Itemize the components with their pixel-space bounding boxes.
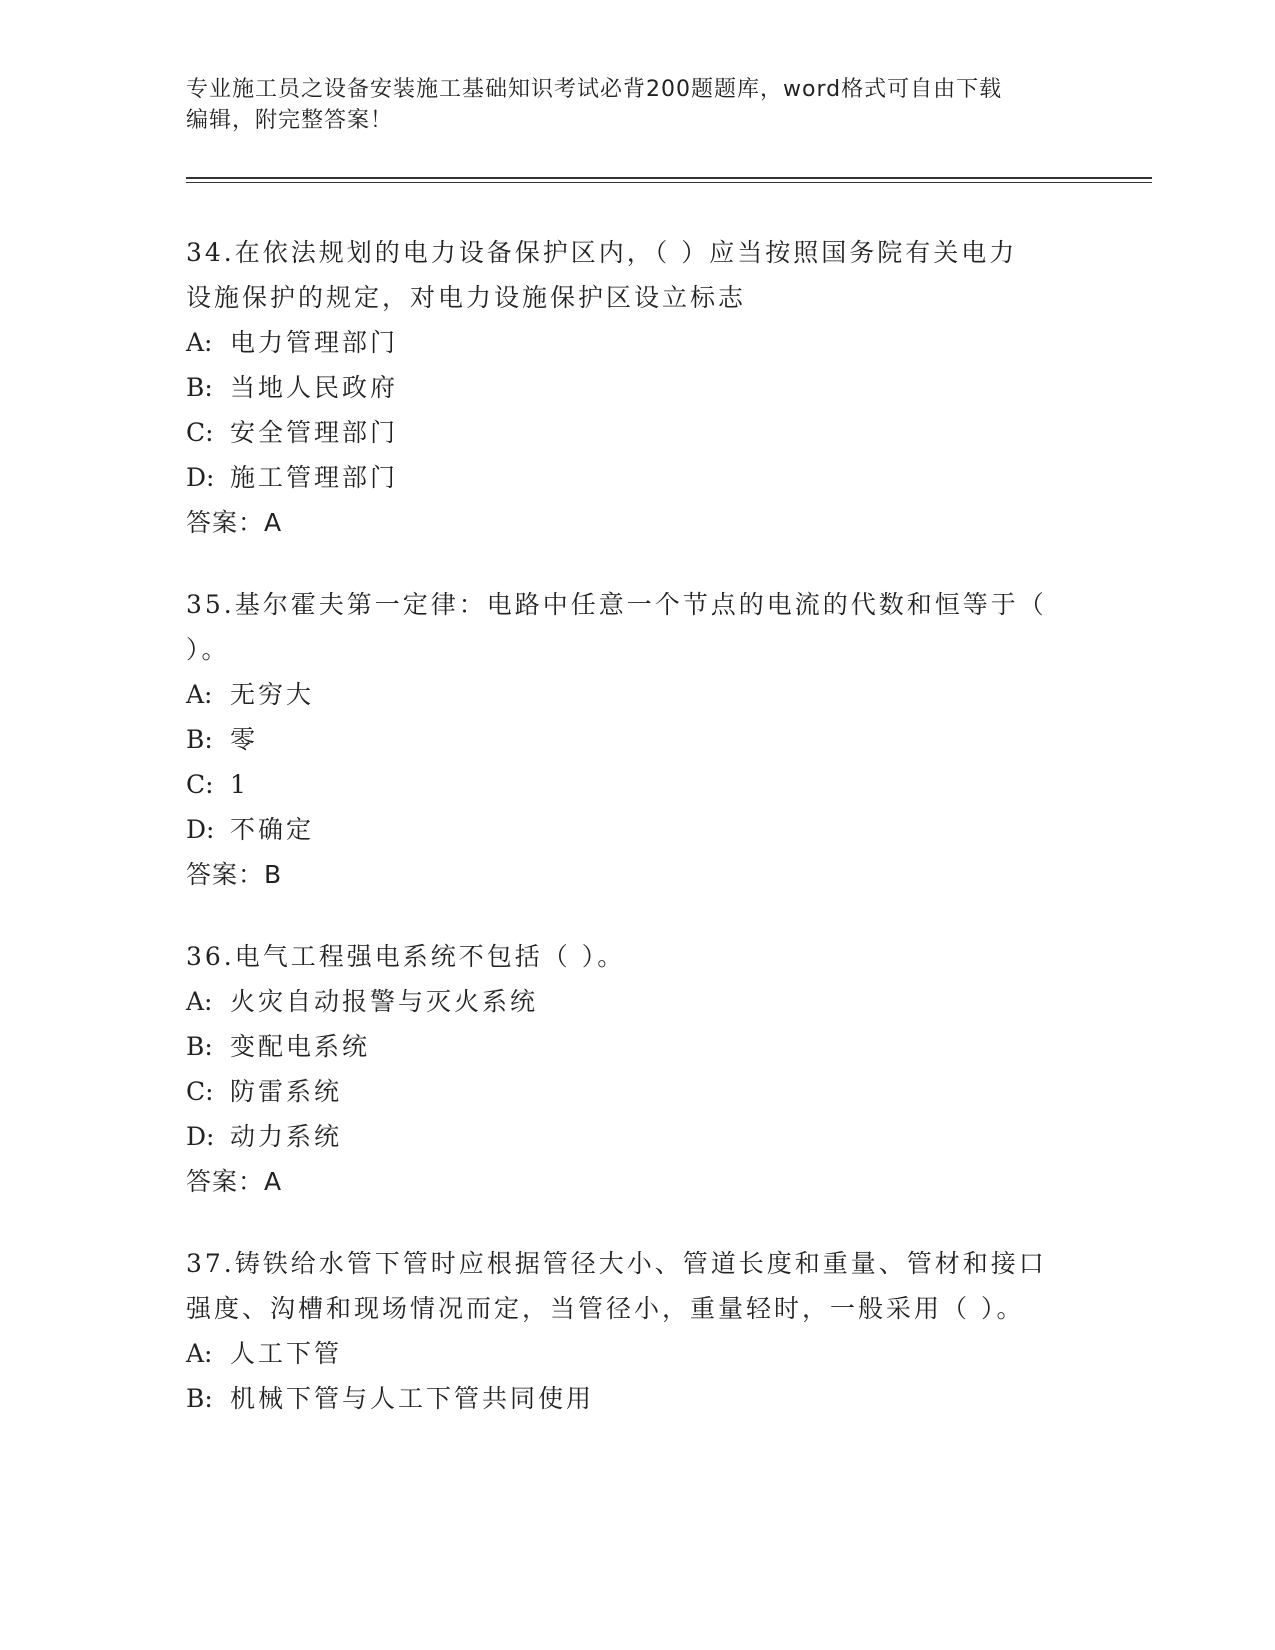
option-a <box>186 1331 1086 1376</box>
option-label: B: <box>186 725 213 754</box>
option-text: 动力系统 <box>230 1122 343 1151</box>
option-text: 变配电系统 <box>230 1032 371 1061</box>
option-label: C: <box>186 770 214 799</box>
question-stem-line: ）。 <box>186 635 230 664</box>
question-stem-line: 设施保护的规定，对电力设施保护区设立标志 <box>186 283 747 312</box>
question-34 <box>186 230 1086 545</box>
option-text: 安全管理部门 <box>230 418 399 447</box>
question-stem-line: 强度、沟槽和现场情况而定，当管径小，重量轻时，一般采用（ ）。 <box>186 1294 1025 1323</box>
document-header <box>186 74 1066 136</box>
header-divider-thick <box>186 177 1152 179</box>
option-c <box>186 762 1086 807</box>
header-line-2: 编辑，附完整答案！ <box>186 108 394 133</box>
option-text: 1 <box>230 770 249 799</box>
option-c <box>186 410 1086 455</box>
option-a <box>186 672 1086 717</box>
option-text: 无穷大 <box>230 680 315 709</box>
option-label: B: <box>186 1032 213 1061</box>
header-line-1: 专业施工员之设备安装施工基础知识考试必背200题题库，word格式可自由下载 <box>186 77 1003 102</box>
option-label: A: <box>186 1339 213 1368</box>
option-text: 电力管理部门 <box>230 328 399 357</box>
option-label: B: <box>186 1384 213 1413</box>
option-label: A: <box>186 680 213 709</box>
option-text: 人工下管 <box>230 1339 343 1368</box>
answer-line: 答案：A <box>186 508 283 537</box>
answer-line: 答案：B <box>186 860 283 889</box>
option-a <box>186 320 1086 365</box>
option-text: 机械下管与人工下管共同使用 <box>230 1384 595 1413</box>
option-label: D: <box>186 463 215 492</box>
option-b <box>186 1024 1086 1069</box>
question-35 <box>186 582 1086 897</box>
option-d <box>186 455 1086 500</box>
option-b <box>186 365 1086 410</box>
question-stem-line: 36.电气工程强电系统不包括（ ）。 <box>186 942 626 971</box>
option-label: C: <box>186 1077 214 1106</box>
option-label: B: <box>186 373 213 402</box>
option-text: 当地人民政府 <box>230 373 399 402</box>
option-label: D: <box>186 815 215 844</box>
option-b <box>186 717 1086 762</box>
option-text: 防雷系统 <box>230 1077 343 1106</box>
option-label: D: <box>186 1122 215 1151</box>
option-text: 零 <box>230 725 259 754</box>
option-d <box>186 807 1086 852</box>
question-stem-line: 35.基尔霍夫第一定律：电路中任意一个节点的电流的代数和恒等于（ <box>186 590 1047 619</box>
option-label: A: <box>186 328 213 357</box>
header-divider-thin <box>186 182 1152 183</box>
question-37 <box>186 1241 1086 1421</box>
question-36 <box>186 934 1086 1204</box>
option-b <box>186 1376 1086 1421</box>
option-label: A: <box>186 987 213 1016</box>
question-stem-line: 37.铸铁给水管下管时应根据管径大小、管道长度和重量、管材和接口 <box>186 1249 1047 1278</box>
question-list <box>186 230 1086 1458</box>
option-c <box>186 1069 1086 1114</box>
option-label: C: <box>186 418 214 447</box>
option-text: 不确定 <box>230 815 315 844</box>
question-stem-line: 34.在依法规划的电力设备保护区内，（ ）应当按照国务院有关电力 <box>186 238 1018 267</box>
option-text: 施工管理部门 <box>230 463 399 492</box>
option-d <box>186 1114 1086 1159</box>
answer-line: 答案：A <box>186 1167 283 1196</box>
option-a <box>186 979 1086 1024</box>
option-text: 火灾自动报警与灭火系统 <box>230 987 539 1016</box>
